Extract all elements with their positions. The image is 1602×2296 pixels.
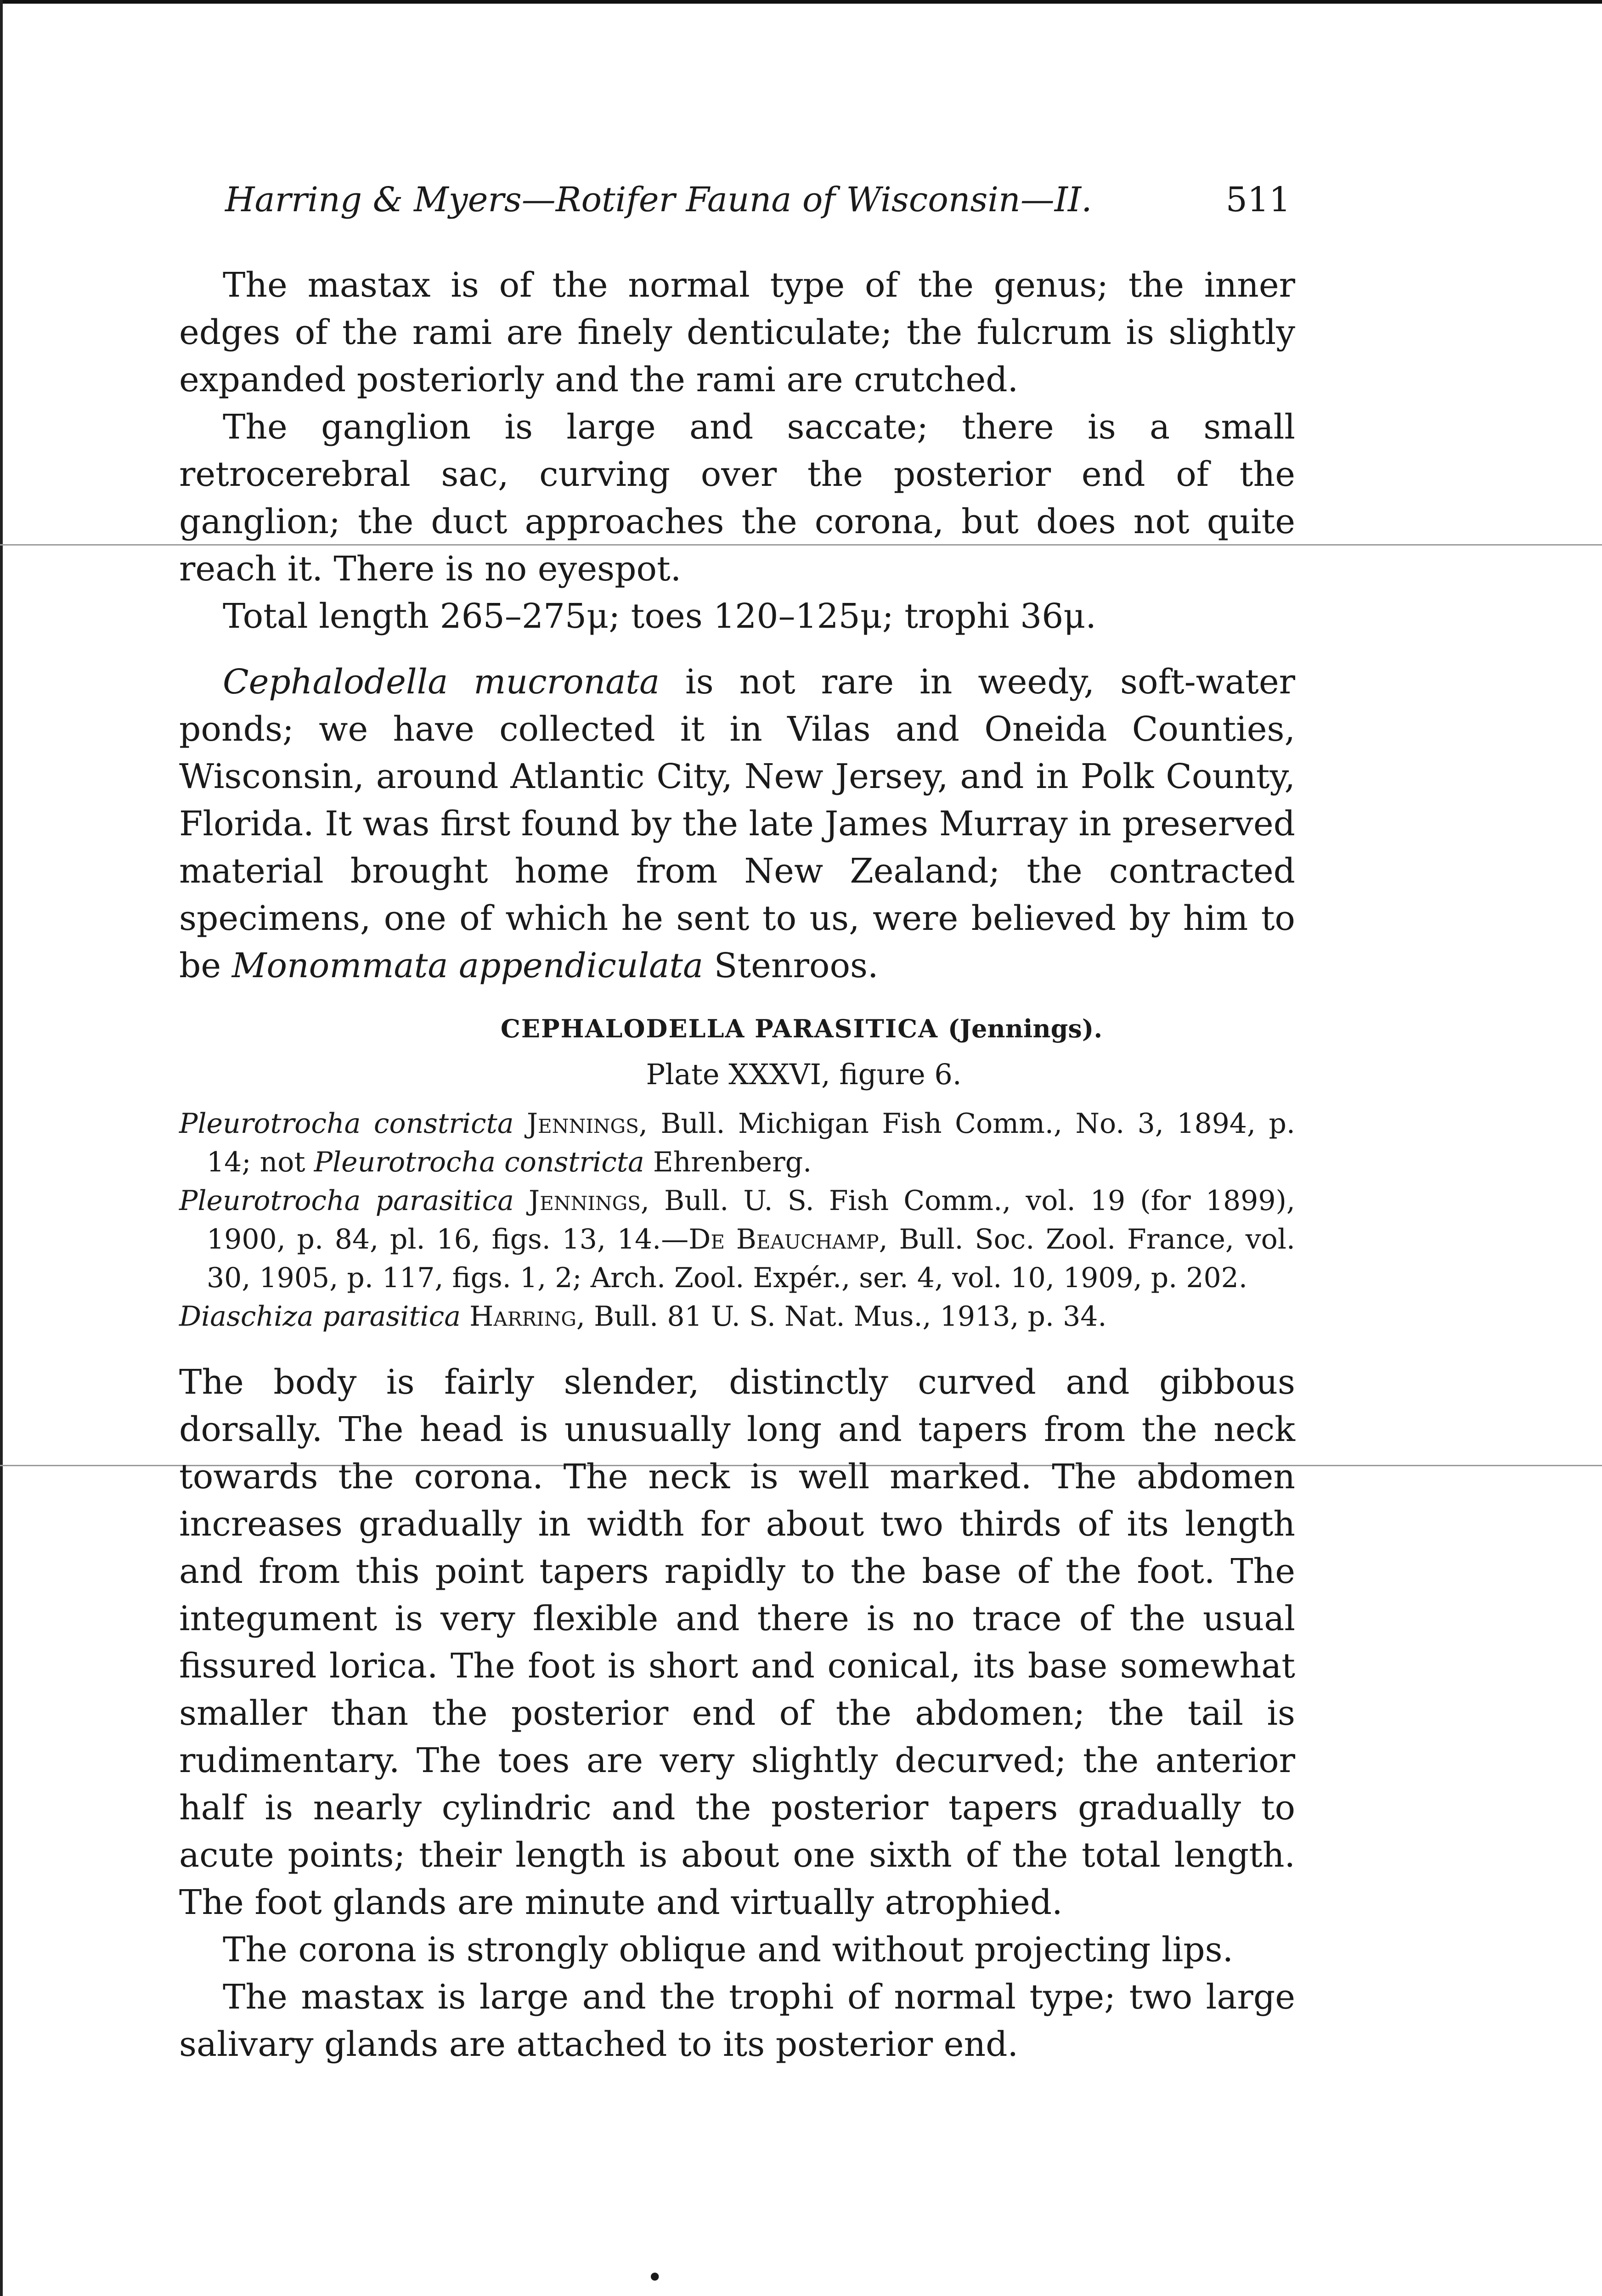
synonym-citation: , Bull. U. S. Fish Comm., vol. 19 (for 1899), 1900, p. 84, pl. 16, figs. 13, 14.— [207, 1185, 1295, 1255]
synonym-name: Diaschiza parasitica [179, 1300, 461, 1333]
synonym-author: Harring [469, 1300, 576, 1333]
synonym-author: Jennings [529, 1185, 641, 1217]
paragraph-ganglion: The ganglion is large and saccate; there is a small retrocerebral sac, curving over the posterior end of the ganglion; the duct approaches the corona, but does not quite reach it. There is no eyespot. [179, 407, 1295, 589]
synonym-name: Pleurotrocha constricta [179, 1108, 514, 1140]
synonym-citation: Ehrenberg. [644, 1146, 812, 1178]
synonym-name: Pleurotrocha constricta [314, 1146, 644, 1178]
plate-reference: Plate XXXVI, figure 6. [646, 1058, 962, 1091]
paragraph-body-description: The body is fairly slender, distinctly curved and gibbous dorsally. The head is unusually long and tapers from the neck towards the corona. The neck is well marked. The abdomen increases gradually in width for about two thirds of its length and from this point tapers rapidly to the base of the foot. The integument is very flexible and there is no trace of the usual fissured lorica. The foot is short and conical, its base somewhat smaller than the posterior end of the abdomen; the tail is rudimentary. The toes are very slightly decurved; the anterior half is nearly cylindric and the posterior tapers gradually to acute points; their length is about one sixth of the total length. The foot glands are minute and virtually atrophied. [179, 1362, 1295, 1922]
section-heading-author: (Jennings). [948, 1014, 1103, 1043]
synonym-citation: , Bull. Michigan Fish Comm., No. 3, 1894, p. 14; not [207, 1108, 1295, 1178]
paragraph-mastax: The mastax is of the normal type of the genus; the inner edges of the rami are finely denticulate; the fulcrum is slightly expanded posteriorly and the rami are crutched. [179, 265, 1295, 400]
section-heading [179, 1008, 1295, 1049]
running-title: Harring & Myers—Rotifer Fauna of Wisconsin—II. [225, 180, 1092, 219]
synonym-author: Jennings [526, 1108, 639, 1140]
page-content [179, 174, 1295, 2068]
scan-speck: • [647, 2262, 663, 2294]
species-name: Cephalodella mucronata [223, 662, 660, 702]
synonymy-entry [179, 1297, 1295, 1336]
paragraph-corona: The corona is strongly oblique and without projecting lips. [223, 1930, 1234, 1970]
page-number: 511 [1225, 180, 1291, 219]
synonymy-entry [179, 1104, 1295, 1182]
section-heading-species: CEPHALODELLA PARASITICA [500, 1014, 939, 1043]
synonymy-list [179, 1104, 1295, 1336]
synonym-citation: , Bull. 81 U. S. Nat. Mus., 1913, p. 34. [576, 1300, 1107, 1333]
scan-border-top [0, 0, 1602, 4]
paragraph-mastax-trophi: The mastax is large and the trophi of normal type; two large salivary glands are attached to its posterior end. [179, 1977, 1295, 2064]
distribution-text: is not rare in weedy, soft-water ponds; we have collected it in Vilas and Oneida Counties, Wisconsin, around Atlantic City, New Jersey, and in Polk County, Florida. It was first found by the late James Murray in preserved material brought home from New Zealand; the contracted specimens, one of which he sent to us, were believed by him to be [179, 662, 1295, 985]
synonymy-entry [179, 1182, 1295, 1297]
synonym-name: Pleurotrocha parasitica [179, 1185, 514, 1217]
synonym-author: De Beauchamp [688, 1223, 879, 1255]
scan-border-left [0, 0, 3, 2296]
paragraph-distribution [179, 658, 1295, 990]
synonym-citation: , Bull. Soc. Zool. France, vol. 30, 1905, p. 117, figs. 1, 2; Arch. Zool. Expér., ser. 4, vol. 10, 1909, p. 202. [207, 1223, 1295, 1294]
paragraph-measurements: Total length 265–275μ; toes 120–125μ; trophi 36μ. [223, 597, 1096, 636]
species-name-2: Monommata appendiculata [231, 946, 704, 985]
distribution-text-end: Stenroos. [703, 946, 879, 985]
running-header [179, 174, 1295, 225]
